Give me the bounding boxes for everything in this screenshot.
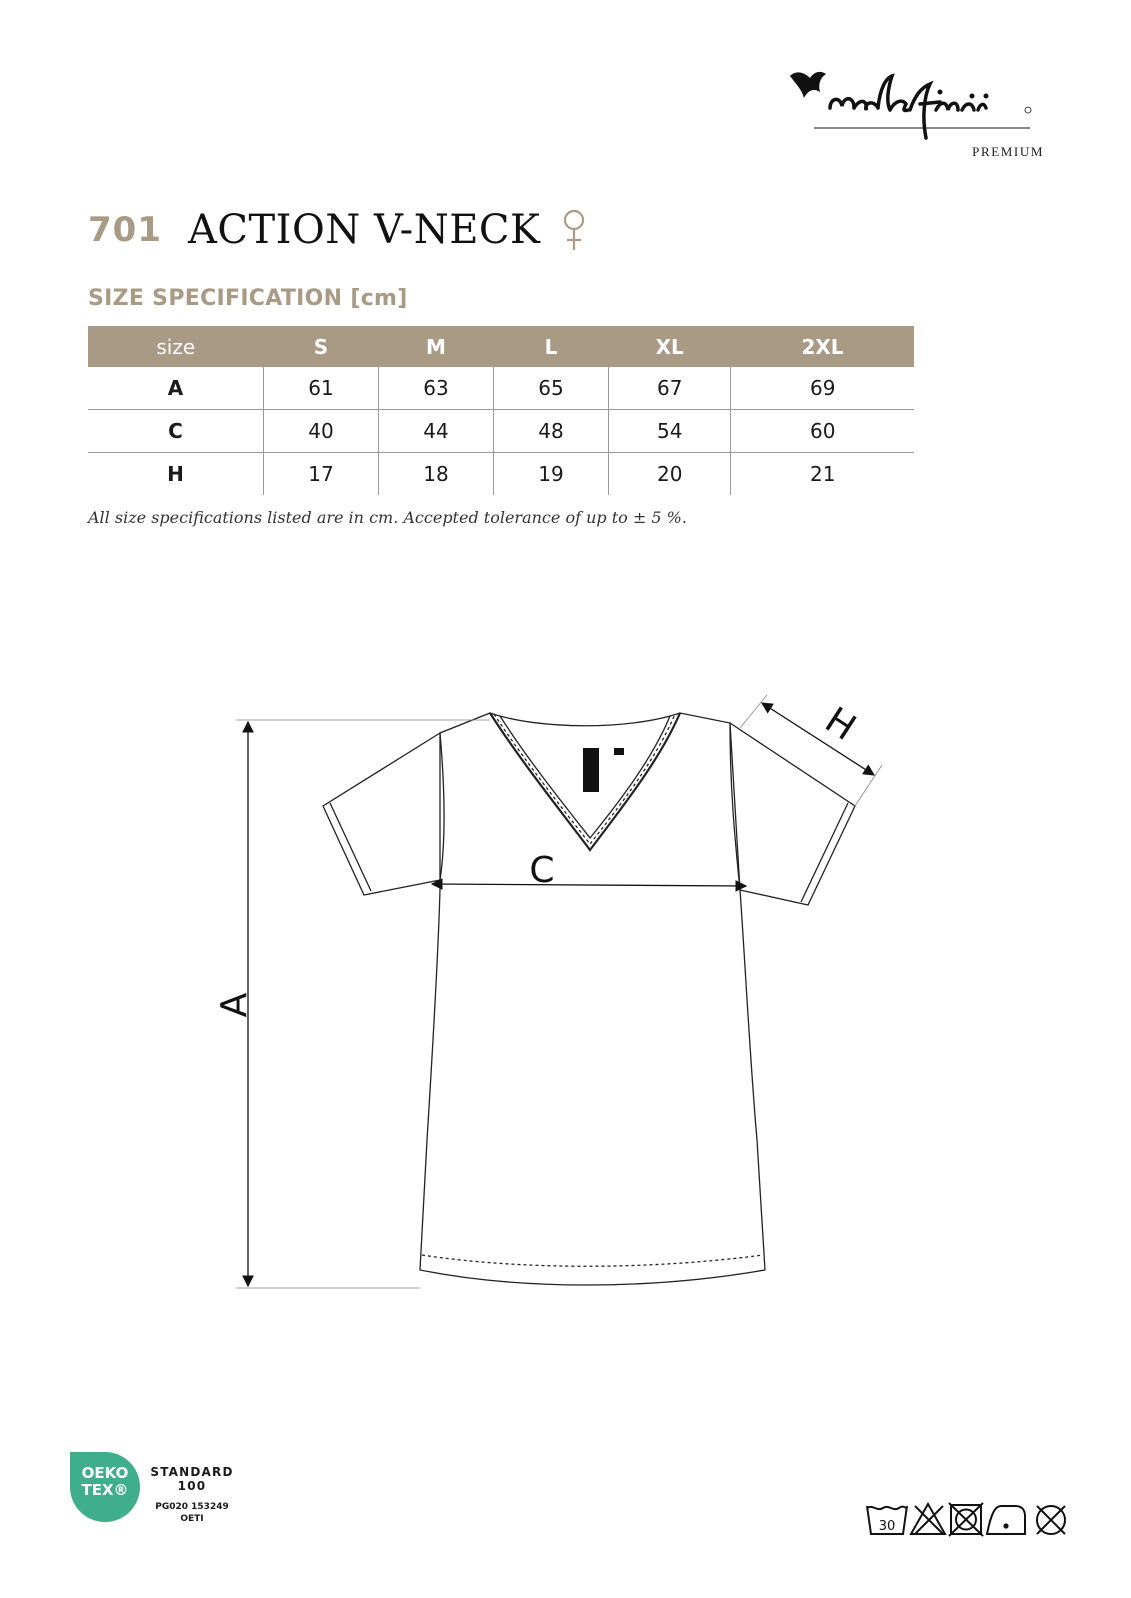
table-cell: 21 [731,453,914,496]
table-cell: 60 [731,410,914,453]
table-cell: 19 [494,453,609,496]
table-cell: 40 [264,410,379,453]
table-cell: 65 [494,367,609,410]
dimension-a-label: A [214,992,255,1018]
table-header-cell: size [88,326,264,367]
oeko-badge-line1: OEKO [81,1464,129,1482]
neck-label-icon [583,748,599,792]
product-name: ACTION V-NECK [187,207,541,253]
table-header-cell: L [494,326,609,367]
oeko-standard-line1: STANDARD [150,1465,234,1479]
table-header-cell: M [379,326,494,367]
table-cell: 17 [264,453,379,496]
row-label: C [88,410,264,453]
table-cell: 18 [379,453,494,496]
wash-temp-label: 30 [878,1519,896,1534]
care-symbols [865,1500,1075,1540]
oeko-badge-line2: TEX® [81,1481,129,1499]
no-dry-clean-icon [1037,1506,1065,1534]
oeko-code-line1: PG020 153249 [155,1502,229,1512]
tshirt-outline [323,713,855,1285]
iron-low-icon [987,1506,1025,1534]
row-label: H [167,462,184,486]
oeko-code-line2: OETI [180,1514,204,1524]
dimension-h-label: H [817,699,863,749]
oeko-tex-info [150,1465,234,1525]
no-tumble-dry-icon [949,1503,983,1536]
tolerance-footnote: All size specifications listed are in cm. Accepted tolerance of up to ± 5 %. [88,508,687,527]
table-cell: 67 [609,367,731,410]
oeko-standard-line2: 100 [177,1479,207,1493]
no-bleach-icon [911,1504,945,1534]
table-header-cell: 2XL [731,326,914,367]
logo-premium-label: PREMIUM [972,144,1044,159]
table-cell: 61 [264,367,379,410]
oeko-tex-badge [70,1452,140,1522]
row-label: A [88,367,264,410]
table-cell: 20 [609,453,731,496]
table-cell: 63 [379,367,494,410]
table-header-cell: XL [609,326,731,367]
wash-30-icon [867,1506,907,1534]
product-number: 701 [88,210,162,250]
dimension-c-label: C [529,850,555,891]
table-cell: 48 [494,410,609,453]
table-header-cell: S [264,326,379,367]
table-cell: 54 [609,410,731,453]
table-cell: 44 [379,410,494,453]
size-spec-heading: SIZE SPECIFICATION [cm] [88,286,408,311]
table-cell: 69 [731,367,914,410]
